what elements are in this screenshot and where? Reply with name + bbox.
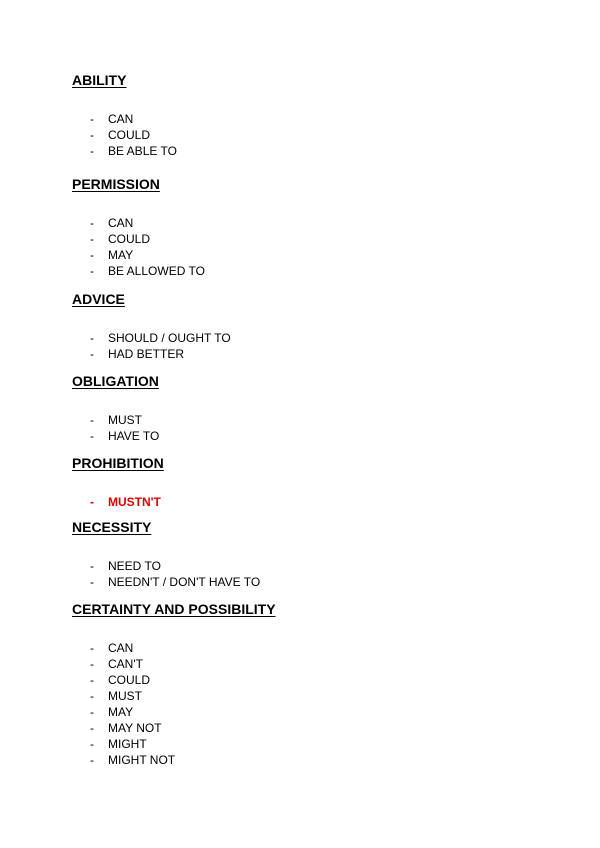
list-item	[72, 656, 276, 672]
list-item-text: CAN	[108, 641, 134, 655]
list-item	[72, 720, 276, 736]
bullet-dash: -	[90, 495, 94, 509]
bullet-dash: -	[90, 232, 94, 246]
list-item	[72, 111, 134, 127]
list-item-text: SHOULD / OUGHT TO	[108, 331, 231, 345]
item-list	[72, 412, 159, 444]
list-item	[72, 231, 160, 247]
bullet-dash: -	[90, 705, 94, 719]
list-item	[72, 752, 276, 768]
item-list	[72, 640, 276, 768]
list-item-text: MIGHT NOT	[108, 753, 176, 767]
list-item	[72, 346, 185, 362]
list-item	[72, 330, 231, 346]
list-item-text: CAN'T	[108, 657, 143, 671]
list-item	[72, 704, 276, 720]
list-item	[72, 247, 160, 263]
bullet-dash: -	[90, 657, 94, 671]
section-ability	[72, 72, 177, 159]
list-item-text: COULD	[108, 673, 151, 687]
list-item	[72, 215, 160, 231]
section-heading: PERMISSION	[72, 176, 160, 192]
item-list	[72, 111, 177, 159]
bullet-dash: -	[90, 575, 94, 589]
section-heading: ABILITY	[72, 72, 127, 88]
section-certainty-and-possibility	[72, 601, 276, 768]
section-advice	[72, 291, 231, 362]
list-item	[72, 412, 159, 428]
list-item	[72, 736, 276, 752]
section-prohibition	[72, 455, 164, 510]
list-item	[72, 688, 276, 704]
item-list	[72, 558, 261, 590]
list-item	[72, 574, 261, 590]
section-permission	[72, 176, 205, 279]
section-necessity	[72, 519, 261, 590]
list-item-text: CAN	[108, 112, 134, 126]
section-heading: NECESSITY	[72, 519, 152, 535]
section-heading: OBLIGATION	[72, 373, 159, 389]
list-item-text: MUST	[108, 689, 142, 703]
list-item-text: MAY	[108, 248, 134, 262]
item-list	[72, 330, 231, 362]
list-item-text: MUSTN'T	[108, 495, 161, 509]
bullet-dash: -	[90, 559, 94, 573]
list-item-text: HAD BETTER	[108, 347, 185, 361]
bullet-dash: -	[90, 216, 94, 230]
bullet-dash: -	[90, 689, 94, 703]
bullet-dash: -	[90, 413, 94, 427]
list-item	[72, 127, 151, 143]
bullet-dash: -	[90, 721, 94, 735]
list-item-text: MIGHT	[108, 737, 147, 751]
list-item-text: MAY	[108, 705, 134, 719]
section-heading: PROHIBITION	[72, 455, 164, 471]
item-list	[72, 215, 205, 279]
list-item-text: NEEDN'T / DON'T HAVE TO	[108, 575, 261, 589]
bullet-dash: -	[90, 248, 94, 262]
list-item	[72, 428, 159, 444]
bullet-dash: -	[90, 112, 94, 126]
section-obligation	[72, 373, 159, 444]
section-heading: ADVICE	[72, 291, 125, 307]
bullet-dash: -	[90, 737, 94, 751]
bullet-dash: -	[90, 264, 94, 278]
bullet-dash: -	[90, 331, 94, 345]
bullet-dash: -	[90, 429, 94, 443]
list-item	[72, 672, 276, 688]
list-item-text: CAN	[108, 216, 134, 230]
item-list	[72, 494, 164, 510]
list-item-text: BE ABLE TO	[108, 144, 177, 158]
list-item-text: MUST	[108, 413, 142, 427]
section-heading: CERTAINTY AND POSSIBILITY	[72, 601, 276, 617]
list-item-emphasized	[72, 494, 164, 510]
bullet-dash: -	[90, 641, 94, 655]
list-item-text: COULD	[108, 232, 151, 246]
bullet-dash: -	[90, 347, 94, 361]
list-item-text: MAY NOT	[108, 721, 162, 735]
list-item	[72, 640, 276, 656]
list-item	[72, 143, 177, 159]
bullet-dash: -	[90, 128, 94, 142]
list-item	[72, 558, 161, 574]
bullet-dash: -	[90, 673, 94, 687]
list-item-text: COULD	[108, 128, 151, 142]
list-item-text: HAVE TO	[108, 429, 160, 443]
list-item-text: BE ALLOWED TO	[108, 264, 205, 278]
bullet-dash: -	[90, 144, 94, 158]
list-item-text: NEED TO	[108, 559, 161, 573]
list-item	[72, 263, 205, 279]
bullet-dash: -	[90, 753, 94, 767]
